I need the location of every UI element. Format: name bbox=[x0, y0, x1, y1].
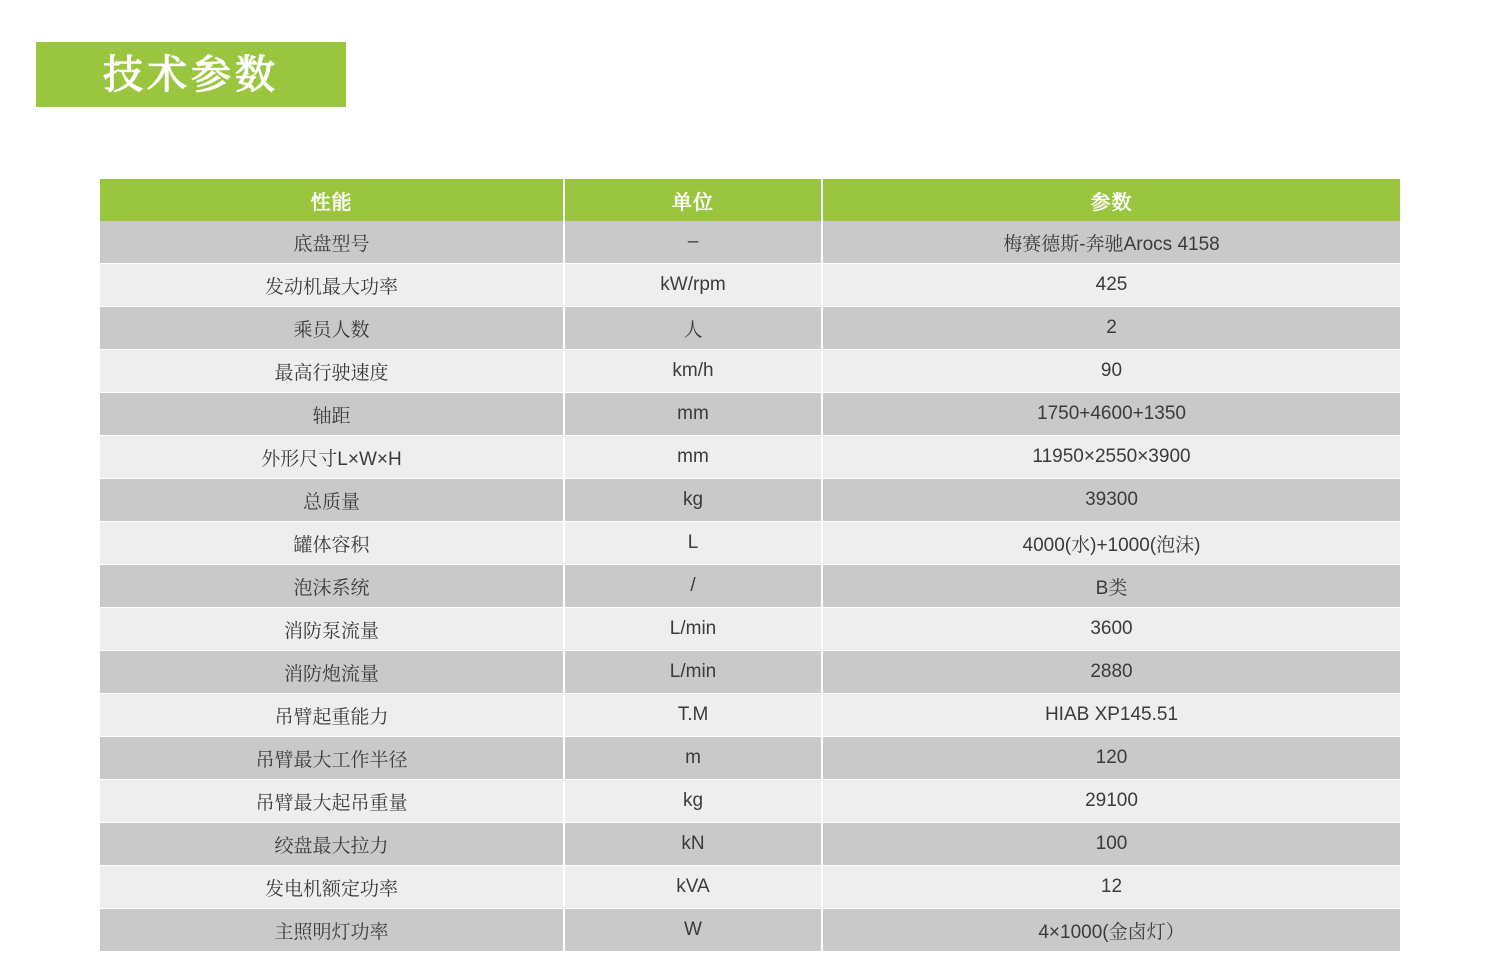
cell-performance: 底盘型号 bbox=[100, 221, 564, 264]
table-row bbox=[100, 909, 1400, 952]
table-row bbox=[100, 307, 1400, 350]
cell-performance: 总质量 bbox=[100, 479, 564, 522]
section-title-banner bbox=[36, 42, 346, 107]
cell-value: 2880 bbox=[822, 651, 1400, 694]
cell-value: 425 bbox=[822, 264, 1400, 307]
cell-performance: 吊臂最大起吊重量 bbox=[100, 780, 564, 823]
cell-performance: 乘员人数 bbox=[100, 307, 564, 350]
cell-performance: 发动机最大功率 bbox=[100, 264, 564, 307]
cell-unit: mm bbox=[564, 436, 822, 479]
cell-performance: 消防泵流量 bbox=[100, 608, 564, 651]
table-row bbox=[100, 694, 1400, 737]
cell-unit: 人 bbox=[564, 307, 822, 350]
cell-value: 29100 bbox=[822, 780, 1400, 823]
cell-unit: L/min bbox=[564, 608, 822, 651]
cell-unit: kW/rpm bbox=[564, 264, 822, 307]
cell-unit: kVA bbox=[564, 866, 822, 909]
cell-value: 3600 bbox=[822, 608, 1400, 651]
page-title: 技术参数 bbox=[103, 52, 279, 97]
table-row bbox=[100, 651, 1400, 694]
cell-unit: L/min bbox=[564, 651, 822, 694]
table-row bbox=[100, 522, 1400, 565]
cell-performance: 吊臂起重能力 bbox=[100, 694, 564, 737]
cell-performance: 绞盘最大拉力 bbox=[100, 823, 564, 866]
cell-value: 39300 bbox=[822, 479, 1400, 522]
cell-value: 梅赛德斯-奔驰Arocs 4158 bbox=[822, 221, 1400, 264]
table-row bbox=[100, 780, 1400, 823]
cell-value: 11950×2550×3900 bbox=[822, 436, 1400, 479]
cell-unit: km/h bbox=[564, 350, 822, 393]
cell-value: B类 bbox=[822, 565, 1400, 608]
table-header bbox=[100, 179, 1400, 221]
table-body bbox=[100, 221, 1400, 952]
cell-performance: 外形尺寸L×W×H bbox=[100, 436, 564, 479]
column-header-unit: 单位 bbox=[564, 179, 822, 221]
cell-unit: T.M bbox=[564, 694, 822, 737]
cell-value: 120 bbox=[822, 737, 1400, 780]
table-row bbox=[100, 393, 1400, 436]
table-header-row bbox=[100, 179, 1400, 221]
cell-unit: mm bbox=[564, 393, 822, 436]
cell-performance: 轴距 bbox=[100, 393, 564, 436]
cell-unit: kg bbox=[564, 479, 822, 522]
table-row bbox=[100, 479, 1400, 522]
cell-value: 4000(水)+1000(泡沫) bbox=[822, 522, 1400, 565]
cell-performance: 罐体容积 bbox=[100, 522, 564, 565]
table-row bbox=[100, 264, 1400, 307]
table-row bbox=[100, 608, 1400, 651]
table-row bbox=[100, 221, 1400, 264]
table-row bbox=[100, 350, 1400, 393]
cell-performance: 吊臂最大工作半径 bbox=[100, 737, 564, 780]
cell-value: 2 bbox=[822, 307, 1400, 350]
cell-performance: 发电机额定功率 bbox=[100, 866, 564, 909]
cell-unit: – bbox=[564, 221, 822, 264]
cell-unit: kg bbox=[564, 780, 822, 823]
table-row bbox=[100, 823, 1400, 866]
cell-value: 1750+4600+1350 bbox=[822, 393, 1400, 436]
cell-unit: L bbox=[564, 522, 822, 565]
cell-unit: kN bbox=[564, 823, 822, 866]
specifications-table bbox=[100, 179, 1400, 952]
table-row bbox=[100, 737, 1400, 780]
cell-unit: W bbox=[564, 909, 822, 952]
cell-performance: 消防炮流量 bbox=[100, 651, 564, 694]
table-row bbox=[100, 866, 1400, 909]
table-row bbox=[100, 565, 1400, 608]
column-header-value: 参数 bbox=[822, 179, 1400, 221]
cell-value: 100 bbox=[822, 823, 1400, 866]
table-row bbox=[100, 436, 1400, 479]
cell-performance: 主照明灯功率 bbox=[100, 909, 564, 952]
cell-value: 4×1000(金卤灯） bbox=[822, 909, 1400, 952]
cell-value: 12 bbox=[822, 866, 1400, 909]
cell-performance: 泡沫系统 bbox=[100, 565, 564, 608]
cell-unit: / bbox=[564, 565, 822, 608]
cell-performance: 最高行驶速度 bbox=[100, 350, 564, 393]
column-header-performance: 性能 bbox=[100, 179, 564, 221]
cell-value: HIAB XP145.51 bbox=[822, 694, 1400, 737]
cell-unit: m bbox=[564, 737, 822, 780]
cell-value: 90 bbox=[822, 350, 1400, 393]
specifications-table-container bbox=[100, 179, 1400, 952]
